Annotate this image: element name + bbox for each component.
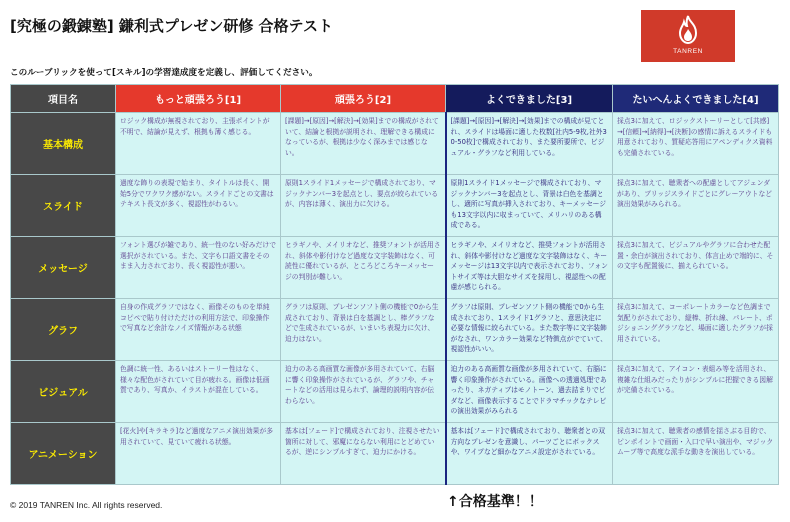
row-label-visual: ビジュアル xyxy=(11,361,116,423)
animation-level-2-cell xyxy=(281,423,446,485)
rubric-row-message xyxy=(11,237,779,299)
tanren-logo xyxy=(641,10,735,62)
basic-structure-level-3-cell xyxy=(446,113,613,175)
column-header-level-2: 頑張ろう[2] xyxy=(281,85,446,113)
visual-level-4-cell xyxy=(613,361,779,423)
message-level-1-cell xyxy=(116,237,281,299)
basic-structure-level-2-cell xyxy=(281,113,446,175)
column-header-level-4: たいへんよくできました[4] xyxy=(613,85,779,113)
row-label-animation: アニメーション xyxy=(11,423,116,485)
rubric-row-graph xyxy=(11,299,779,361)
slides-level-4-cell xyxy=(613,175,779,237)
cell-text: ヒラギノや、メイリオなど、推奨フォントが活用され、斜体や影付けなど過度な文字装飾はなく、キーメッセージは13文字以内で表示されており、フォントサイズ等は大胆なサイズを採用し、視認性への配慮が感じられる。 xyxy=(450,241,608,292)
cell-text: 迫力のある高画質な画像が多用されていて、右脳に響く印象操作がされているが、グラフや、チャートなどの活用は見られず、論理的説明内容が伝わらない。 xyxy=(285,365,435,405)
cell-text: [花火]や[キラキラ]など過度なアニメ演出効果が多用されていて、見ていて疲れる状態。 xyxy=(120,427,274,446)
rubric-row-animation xyxy=(11,423,779,485)
animation-level-3-cell xyxy=(446,423,613,485)
logo-text: TANREN xyxy=(673,48,703,55)
visual-level-3-cell xyxy=(446,361,613,423)
cell-text: 自身の作成グラフではなく、画像そのものを単純コピペで貼り付けただけの利用方法で、印象操作で写真など余計なノイズ情報がある状態 xyxy=(120,303,270,333)
page-subtitle: このルーブリックを使って[スキル]の学習達成度を定義し、評価してください。 xyxy=(10,68,318,78)
page-title: [究極の鍛錬塾] 鎌利式プレゼン研修 合格テスト xyxy=(10,17,333,35)
cell-text: ヒラギノや、メイリオなど、推奨フォントが活用され、斜体や影付けなど過度な文字装飾はなく、可読性に優れているが、ところどころキーメッセージの判別が難しい。 xyxy=(285,241,441,281)
cell-text: 基本は[フェード]で構成されており、聴衆者との双方向なプレゼンを意識し、パーツごとにボックスや、ワイプなど細かなアニメ設定がされている。 xyxy=(450,427,605,457)
slides-level-2-cell xyxy=(281,175,446,237)
cell-text: グラフは原則、プレゼンソフト側の機能で0から生成されており、背景は白を基調とし、棒グラフなどで生成されているが、いまいち表現力に欠け、迫力はない。 xyxy=(285,303,439,343)
row-label-basic-structure: 基本構成 xyxy=(11,113,116,175)
cell-text: 過度な飾りの表現で始まり、タイトルは長く、開始5分でワクワク感がない。スライドごとの文書はテキスト長文が多く、視認性がわるい。 xyxy=(120,179,274,209)
cell-text: [課題]→[原因]→[解決]→[効果]までの構成が見てとれ、スライドは場面に適した枚数[社内5-9枚,社外30-50枚]で構成されており、また要所要所で、ビジュアル・グラフなど利用している。 xyxy=(450,117,607,157)
rubric-row-slides xyxy=(11,175,779,237)
rubric-table xyxy=(10,84,779,485)
cell-text: 採点3に加えて、アイコン・表組み等を活用され、複雑な仕組みだったりがシンプルに把握できる図解が完備されている。 xyxy=(617,365,773,395)
rubric-row-basic-structure xyxy=(11,113,779,175)
cell-text: 基本は[フェード]で構成されており、注視させたい箇所に対して、邪魔にならない利用にとどめているが、逆にシンプルすぎて、迫力にかける。 xyxy=(285,427,440,457)
rubric-row-visual xyxy=(11,361,779,423)
row-label-slides: スライド xyxy=(11,175,116,237)
slides-level-1-cell xyxy=(116,175,281,237)
cell-text: 色調に統一性、あるいはストーリー性はなく、様々な配色がされていて目が疲れる。画像は低画質であり、写真か、イラストが混在している。 xyxy=(120,365,270,395)
cell-text: 原則1スライド1メッセージで構成されており、マジックナンバー3を起点とし、背景は白色を基調とし、適所に写真が挿入されており、キーメッセージも13文字以内に収まっていて、メリハリのある構成である。 xyxy=(450,179,607,230)
column-header-item: 項目名 xyxy=(11,85,116,113)
cell-text: 迫力のある高画質な画像が多用されていて、右脳に響く印象操作がされている。画像への透過処理であったり、ネガティブはモノトーン、過去詰まりでビダなど、画像表示することでドラマチックなテレビの演出効果がみられる xyxy=(450,365,607,416)
message-level-2-cell xyxy=(281,237,446,299)
basic-structure-level-1-cell xyxy=(116,113,281,175)
graph-level-1-cell xyxy=(116,299,281,361)
cell-text: 採点3に加えて、聴衆者の感情を揺さぶる目的で、ピンポイントで画面・入口で早い演出や、マジックムーブ等で高度な派手な動きを演出している。 xyxy=(617,427,774,457)
slides-level-3-cell xyxy=(446,175,613,237)
copyright-notice: © 2019 TANREN Inc. All rights reserved. xyxy=(10,500,163,510)
message-level-4-cell xyxy=(613,237,779,299)
cell-text: ロジック構成が無視されており、主張ポイントが不明で、結論が見えず、根拠も薄く感じる。 xyxy=(120,117,270,136)
graph-level-4-cell xyxy=(613,299,779,361)
visual-level-2-cell xyxy=(281,361,446,423)
visual-level-1-cell xyxy=(116,361,281,423)
cell-text: 原則1スライド1メッセージで構成されており、マジックナンバー3を起点とし、要点が絞られているが、内容は薄く、演出力に欠ける。 xyxy=(285,179,439,209)
cell-text: [課題]→[原因]→[解決]→[効果]までの構成がされていて、結論と根拠が説明され、理解できる構成になっているが、根拠は少なく深みまでは感じない。 xyxy=(285,117,439,157)
row-label-graph: グラフ xyxy=(11,299,116,361)
cell-text: グラフは原則、プレゼンソフト側の機能で0から生成されており、1スライド1グラフと、意思決定に必要な情報に絞られている。また数字等に文字装飾がなされ、ワンカラー効果など特徴点がでていて、視認性がいい。 xyxy=(450,303,608,354)
cell-text: 採点3に加えて、聴衆者への配慮としてアジェンダがあり、ブリッジスライドごとにグレーアウトなど演出効果がみられる。 xyxy=(617,179,773,209)
animation-level-1-cell xyxy=(116,423,281,485)
cell-text: 採点3に加えて、コーポレートカラーなど色調まで気配りがされており、縦棒、折れ線、パレート、ポジショニンググラフなど、場面に適したグラフが採用されている。 xyxy=(617,303,773,343)
column-header-level-3: よくできました[3] xyxy=(446,85,613,113)
cell-text: 採点3に加えて、ロジックストーリーとして[共感]→[信頼]→[納得]→[決断]の感情に訴えるスライドも用意されており、質疑応答用にアペンディクス資料も完備されている。 xyxy=(617,117,773,157)
column-header-level-1: もっと頑張ろう[1] xyxy=(116,85,281,113)
cell-text: フォント選びが雑であり、統一性のない好みだけで選択がされている。また、文字も口語文書をそのまま入力されており、長く視認性が悪い。 xyxy=(120,241,276,271)
pass-criteria-note: ↑合格基準！！ xyxy=(447,494,543,510)
cell-text: 採点3に加えて、ビジュアルやグラフに合わせた配置・余白が演出されており、体言止めで端的に、その文字も配置後に、揃えられている。 xyxy=(617,241,774,271)
animation-level-4-cell xyxy=(613,423,779,485)
graph-level-2-cell xyxy=(281,299,446,361)
graph-level-3-cell xyxy=(446,299,613,361)
flame-icon xyxy=(674,15,702,45)
rubric-header-row xyxy=(11,85,779,113)
message-level-3-cell xyxy=(446,237,613,299)
row-label-message: メッセージ xyxy=(11,237,116,299)
basic-structure-level-4-cell xyxy=(613,113,779,175)
